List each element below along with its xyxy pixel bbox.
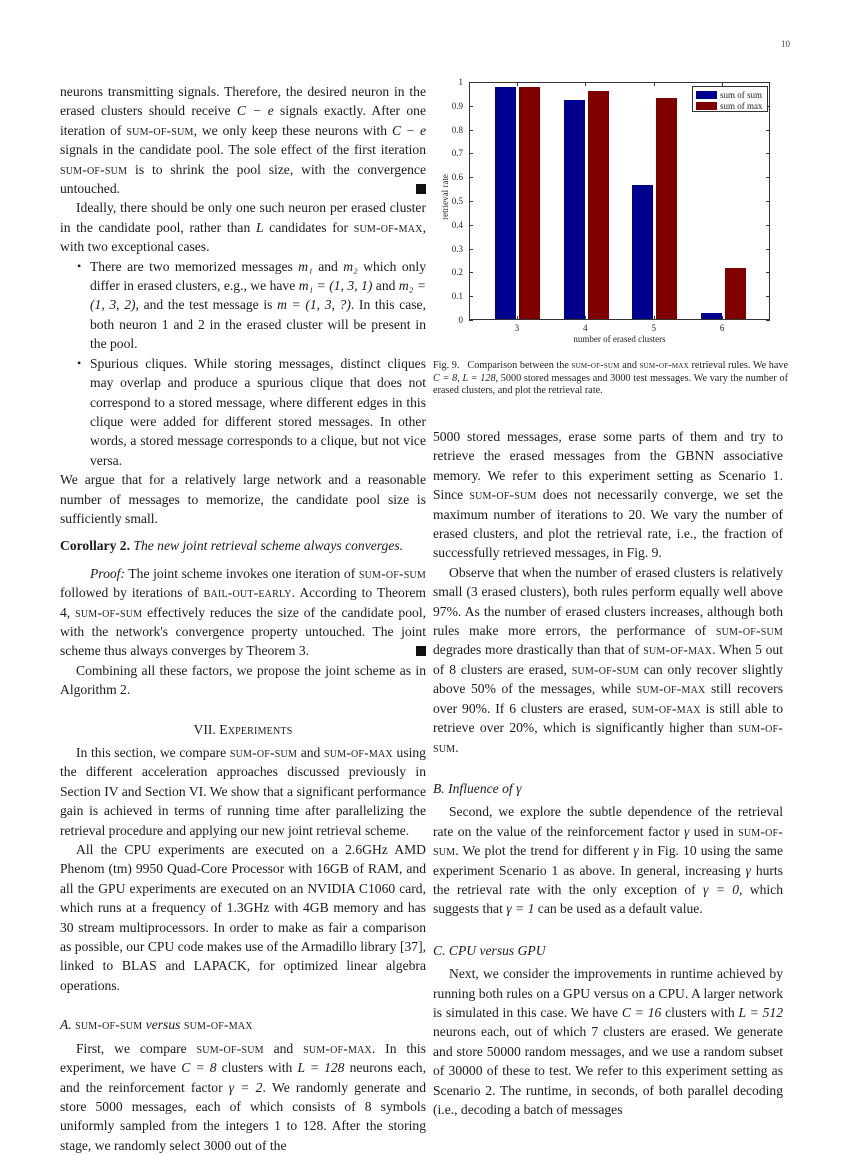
paragraph <box>433 802 783 918</box>
legend-item-sum-of-max <box>696 100 764 111</box>
section-number: VII. <box>193 721 216 737</box>
bar-sum-of-sum-6 <box>701 313 722 319</box>
corollary <box>60 536 426 555</box>
x-tick-mark <box>585 82 586 86</box>
small-caps-term: sum-of-sum <box>229 745 298 760</box>
small-caps-term: sum-of-max <box>353 219 423 235</box>
text: Comparison between the <box>467 360 572 371</box>
text: . We randomly generate and store 5000 messages, each of which consists of 8 symbols uniformly sampled from the integers 1 to 128. After the storing stage, we randomly select 3000 out of the <box>60 1079 426 1153</box>
small-caps-term: sum-of-sum <box>433 823 784 859</box>
math: γ <box>633 843 639 859</box>
y-tick-label: 0.9 <box>451 100 463 111</box>
text: Spurious cliques. While storing messages, distinct cliques may overlap and produce a spurious clique that does not correspond to a stored message, where different edges in this clique were added for different stored messages. In other words, a stored message corresponds to a clique, but not vice versa. <box>90 355 426 468</box>
text: neurons each, out of which 7 clusters are erased. We generate and store 50000 random messages, and we use a random subset of 30000 of these to test. We refer to this experiment setting as Scenario 2. The runtime, in seconds, of both parallel decoding (i.e., decoding a batch of messages <box>433 1024 783 1117</box>
y-tick-label: 0.3 <box>451 243 463 254</box>
math: γ = 0 <box>703 881 740 897</box>
text: still recovers over 90%. If 6 clusters are erased, <box>433 681 784 716</box>
math: L = 128 <box>297 1060 345 1076</box>
text: , with two exceptional cases. <box>60 219 426 255</box>
small-caps-term: sum-of-sum <box>571 661 639 677</box>
small-caps-term: sum-of-max <box>631 700 701 716</box>
x-tick-mark <box>722 316 723 320</box>
y-axis-label: retrieval rate <box>440 174 450 220</box>
small-caps-term: sum-of-max <box>303 1040 372 1056</box>
math: L = 128 <box>462 372 496 384</box>
math: m₂ = (1, 3, 2) <box>90 278 426 313</box>
y-tick-label: 1 <box>458 77 463 87</box>
small-caps-term: sum-of-sum <box>715 623 783 639</box>
subsection-heading <box>60 1015 426 1034</box>
text: clusters with <box>216 1060 298 1076</box>
small-caps-term: sum-of-sum <box>469 487 537 503</box>
math: m₂ <box>343 258 358 274</box>
math: m = (1, 3, ?) <box>277 297 351 313</box>
qed-square-icon <box>416 184 426 194</box>
text: , <box>457 372 463 384</box>
paragraph: We argue that for a relatively large network and a reasonable number of messages to memorize, the candidate pool size is sufficiently small. <box>60 472 426 526</box>
figure-label: Fig. 9. <box>433 360 460 371</box>
text: . According to Theorem 4, <box>60 585 426 620</box>
text: neurons transmitting signals. Therefore, the desired neuron in the erased clusters should receive <box>60 84 426 119</box>
text: , we only keep these neurons with <box>193 122 392 138</box>
text: and <box>372 278 399 294</box>
text: , and the test message is <box>135 297 278 313</box>
legend-swatch <box>696 91 717 99</box>
text: in Fig. 10 using the same experiment Scenario 1 as above. In general, increasing <box>433 843 783 878</box>
text: versus <box>145 1017 181 1033</box>
small-caps-term: sum-of-max <box>183 1017 253 1033</box>
text: and <box>263 1040 304 1056</box>
x-tick-label: 3 <box>514 323 520 333</box>
chart-legend <box>692 86 768 112</box>
y-tick-mark <box>469 320 473 321</box>
text: degrades more drastically than that of <box>433 642 644 658</box>
y-tick-label: 0.4 <box>451 219 463 230</box>
text: does not necessarily converge, we set the maximum number of iterations to 20. We vary the number of erased clusters, and plot the retrieval rate, i.e., the fraction of successfully retrieved messages, in Fig. 9. <box>433 487 783 561</box>
bar-sum-of-max-3 <box>519 87 540 319</box>
small-caps-term: sum-of-sum <box>75 604 143 620</box>
text: retrieval rules. We have <box>688 360 789 371</box>
subsection-heading <box>433 941 783 960</box>
text: . In this experiment, we have <box>60 1040 426 1076</box>
text: First, we compare <box>76 1040 197 1056</box>
paragraph <box>433 964 783 1119</box>
bar-sum-of-max-4 <box>588 91 609 319</box>
x-tick-label: 5 <box>651 323 656 333</box>
text: Next, we consider the improvements in runtime achieved by running both rules on a GPU versus on a CPU. A larger network is simulated in this case. We have <box>433 966 783 1020</box>
text: used in <box>689 823 739 839</box>
paragraph: Combining all these factors, we propose the joint scheme as in Algorithm 2. <box>60 662 426 698</box>
small-caps-term: sum-of-sum <box>358 565 426 581</box>
math: C = 8 <box>181 1060 217 1076</box>
subsection-label: B. <box>433 780 445 796</box>
text: is still able to retrieve over 20%, which is significantly higher than <box>433 700 783 736</box>
section-heading <box>60 720 426 739</box>
small-caps-term: sum-of-sum <box>126 122 194 138</box>
math: C = 8 <box>433 372 458 384</box>
text: can be used as a default value. <box>534 901 703 917</box>
small-caps-term: sum-of-max <box>639 360 689 371</box>
math: C − e <box>391 122 426 138</box>
paragraph <box>60 198 426 256</box>
plot-area <box>469 82 770 320</box>
math: C = 16 <box>621 1004 662 1020</box>
subsection-title: Influence of <box>448 780 517 796</box>
text: hurts the retrieval rate with the only exception of <box>433 862 784 897</box>
text: and <box>312 258 344 274</box>
paragraph: All the CPU experiments are executed on a 2.6GHz AMD Phenom (tm) 9950 Quad-Core Processor with 16GB of RAM, and all the GPU experiments are executed on an NVIDIA C1060 card, which runs at a frequency of 1.3GHz with 4GB memory and has 30 stream multiprocessors. In order to make as fair a comparison as possible, our CPU code makes use of the Armadillo library [37], linked to BLAS and LAPACK, for optimized linear algebra operations. <box>60 842 426 993</box>
x-tick-label: 6 <box>719 323 725 333</box>
x-tick-label: 4 <box>583 323 588 333</box>
right-column <box>433 427 783 1119</box>
proof <box>60 564 426 661</box>
subsection-label: C. <box>433 942 446 958</box>
figure-caption <box>433 360 788 398</box>
paragraph <box>433 427 783 563</box>
small-caps-term: sum-of-sum <box>75 1017 143 1033</box>
y-tick-label: 0.8 <box>451 124 463 135</box>
proof-label: Proof: <box>90 565 125 581</box>
y-tick-label: 0.1 <box>451 291 463 302</box>
page-number: 10 <box>781 39 790 49</box>
small-caps-term: sum-of-sum <box>60 161 128 177</box>
math: m₁ <box>298 258 313 274</box>
small-caps-term: sum-of-sum <box>571 360 620 371</box>
text: 5000 stored messages, erase some parts of them and try to retrieve the erased messages from the GBNN associative memory. We refer to this experiment setting as Scenario 1. Since <box>433 429 783 503</box>
subsection-label: A. <box>60 1017 72 1033</box>
text: , 5000 stored messages and 3000 test messages. We vary the number of erased clusters, and plot the retrieval rate. <box>433 372 789 397</box>
x-tick-mark <box>654 82 655 86</box>
section-title: Experiments <box>219 721 293 737</box>
math: L <box>255 219 264 235</box>
math: C − e <box>236 103 274 119</box>
y-tick-label: 0.6 <box>451 172 463 183</box>
x-tick-mark <box>517 82 518 86</box>
text: which only differ in erased clusters, e.g., we have <box>90 258 426 294</box>
text: can only recover slightly above 50% of the messages, while <box>433 661 783 697</box>
legend-label: sum of max <box>720 100 763 111</box>
text: and <box>297 745 324 760</box>
small-caps-term: bail-out-early <box>203 585 292 601</box>
x-axis-label: number of erased clusters <box>573 334 666 344</box>
small-caps-term: sum-of-max <box>643 642 713 658</box>
figure-9 <box>433 74 788 404</box>
legend-swatch <box>696 102 717 110</box>
math: γ = 1 <box>506 901 535 917</box>
left-column <box>60 82 426 1155</box>
text: Ideally, there should be only one such neuron per erased cluster in the candidate pool, rather than <box>60 200 426 235</box>
small-caps-term: sum-of-max <box>636 681 706 697</box>
paragraph <box>433 563 783 757</box>
y-tick-label: 0.2 <box>451 267 463 278</box>
text: , which suggests that <box>433 881 783 917</box>
math: m₁ = (1, 3, 1) <box>298 278 373 294</box>
text: . When 5 out of 8 clusters are erased, <box>433 642 783 677</box>
math: L = 512 <box>738 1004 783 1020</box>
bar-chart <box>433 74 788 359</box>
x-tick-mark <box>517 316 518 320</box>
paragraph <box>60 82 426 198</box>
math: γ = 2 <box>228 1079 263 1095</box>
bar-sum-of-max-6 <box>725 268 746 319</box>
text: signals exactly. After one iteration of <box>60 103 426 138</box>
text: is to shrink the pool size, with the convergence untouched. <box>60 161 426 197</box>
text: neurons each, and the reinforcement factor <box>60 1060 426 1095</box>
x-tick-mark <box>585 316 586 320</box>
y-tick-label: 0.7 <box>451 148 463 159</box>
paragraph <box>60 743 426 840</box>
text: candidates for <box>263 219 354 235</box>
text: . In this case, both neuron 1 and 2 in the erased cluster will be present in the pool. <box>90 297 426 352</box>
text: Second, we explore the subtle dependence of the retrieval rate on the value of the reinforcement factor <box>433 804 783 839</box>
text: effectively reduces the size of the candidate pool, with the network's convergence property untouched. The joint scheme thus always converges by Theorem 3. <box>60 604 426 659</box>
text: The joint scheme invokes one iteration of <box>125 565 359 581</box>
text: There are two memorized messages <box>90 258 299 274</box>
qed-square-icon <box>416 646 426 656</box>
corollary-label: Corollary 2. <box>60 538 130 554</box>
text: and <box>619 360 640 371</box>
bar-sum-of-sum-4 <box>564 100 585 319</box>
subsection-heading <box>433 779 783 798</box>
math: γ <box>516 780 522 796</box>
x-tick-mark <box>654 316 655 320</box>
text: followed by iterations of <box>60 585 204 601</box>
bullet-list <box>90 257 426 470</box>
list-item <box>90 257 426 354</box>
text: . <box>455 739 459 755</box>
math: γ <box>684 823 690 839</box>
bar-sum-of-sum-3 <box>495 87 516 319</box>
bar-sum-of-max-5 <box>656 98 677 319</box>
math: γ <box>745 862 751 878</box>
small-caps-term: sum-of-max <box>324 745 393 760</box>
y-tick-label: 0 <box>458 315 463 325</box>
subsection-title: CPU versus GPU <box>448 942 546 958</box>
legend-item-sum-of-sum <box>696 89 764 100</box>
small-caps-term: sum-of-sum <box>196 1040 264 1056</box>
y-tick-mark <box>766 320 770 321</box>
text: clusters with <box>661 1004 739 1020</box>
text: signals in the candidate pool. The sole effect of the first iteration <box>60 142 426 158</box>
legend-label: sum of sum <box>720 89 763 100</box>
text: In this section, we compare <box>76 745 230 760</box>
text: Observe that when the number of erased clusters is relatively small (3 erased clusters), both rules perform equally well above 97%. As the number of erased clusters increases, although both rules make more errors, the performance of <box>433 564 783 639</box>
text: using the different acceleration approaches discussed previously in Section IV and Section VI. We show that a significant performance gain is achieved in terms of running time after parallelizing the retrieval procedure and applying our new joint retrieval scheme. <box>60 745 426 838</box>
list-item <box>90 354 426 470</box>
small-caps-term: sum-of-sum <box>433 720 783 755</box>
text: . We plot the trend for different <box>455 843 634 859</box>
paragraph <box>60 1039 426 1155</box>
bar-sum-of-sum-5 <box>632 185 653 319</box>
corollary-statement: The new joint retrieval scheme always converges. <box>133 538 404 554</box>
y-tick-label: 0.5 <box>451 196 463 206</box>
